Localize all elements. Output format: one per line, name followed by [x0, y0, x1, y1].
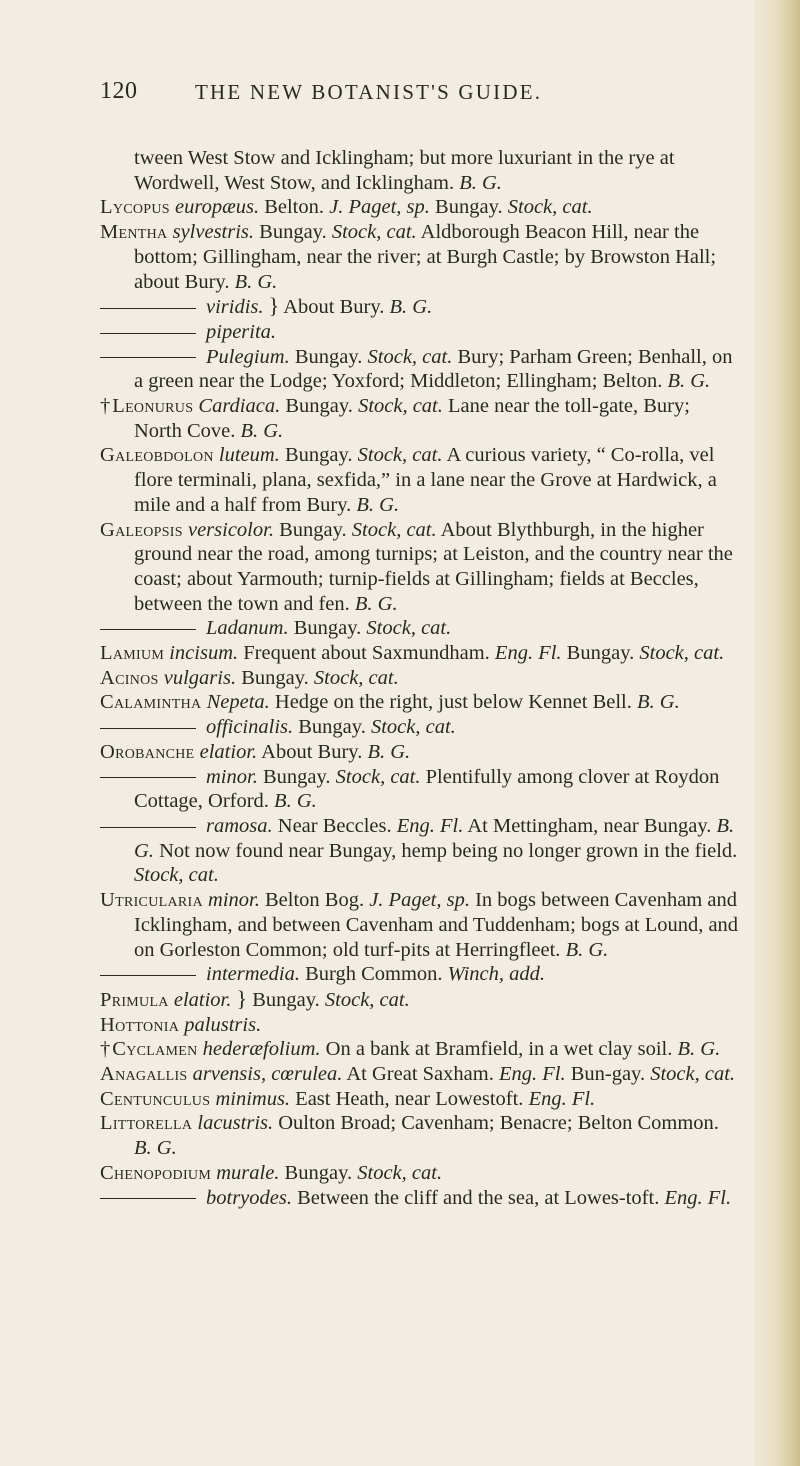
entry-mentha-viridis: viridis. } About Bury. B. G.	[100, 294, 740, 320]
entry-anagallis: Anagallis arvensis, cœrulea. At Great Saxham. Eng. Fl. Bun-gay. Stock, cat.	[100, 1063, 736, 1086]
entry-orobanche: Orobanche elatior. About Bury. B. G.	[100, 740, 411, 763]
entry-chenopodium: Chenopodium murale. Bungay. Stock, cat.	[100, 1161, 443, 1184]
entry-galeobdolon: Galeobdolon luteum. Bungay. Stock, cat. A curious variety, “ Co-rolla, vel flore terminali, plana, sexfida,” in a lane near the Grove at Hardwick, a mile and a half from Bury. B. G.	[100, 444, 717, 516]
entry-primula: Primula elatior. } Bungay. Stock, cat.	[100, 985, 410, 1011]
entry-chenopodium-botryodes: botryodes. Between the cliff and the sea, at Lowes-toft. Eng. Fl.	[100, 1186, 740, 1211]
entry-galeopsis-ladanum: Ladanum. Bungay. Stock, cat.	[100, 616, 740, 641]
entry-mentha-pulegium: Pulegium. Bungay. Stock, cat. Bury; Parham Green; Benhall, on a green near the Lodge; Yoxford; Middleton; Ellingham; Belton. B. G.	[100, 345, 740, 394]
running-head	[100, 78, 740, 120]
entry-continuation: tween West Stow and Icklingham; but more luxuriant in the rye at Wordwell, West Stow, and Icklingham. B. G.	[134, 147, 675, 194]
entry-galeopsis: Galeopsis versicolor. Bungay. Stock, cat. About Blythburgh, in the higher ground near the road, among turnips; at Leiston, and the country near the coast; about Yarmouth; turnip-fields at Gillingham; fields at Beccles, between the town and fen. B. G.	[100, 518, 733, 615]
entry-littorella: Littorella lacustris. Oulton Broad; Cavenham; Benacre; Belton Common. B. G.	[100, 1112, 719, 1160]
page-number: 120	[100, 78, 138, 104]
ditto-rule	[100, 728, 196, 729]
ditto-rule	[100, 333, 196, 334]
body-text	[100, 146, 740, 1210]
entry-lycopus: Lycopus europæus. Belton. J. Paget, sp. Bungay. Stock, cat.	[100, 196, 593, 219]
entry-mentha-piperita: piperita.	[100, 320, 740, 345]
ditto-rule	[100, 827, 196, 828]
ditto-rule	[100, 777, 196, 778]
entry-utricularia: Utricularia minor. Belton Bog. J. Paget, sp. In bogs between Cavenham and Icklingham, and between Cavenham and Tuddenham; bogs at Lound, and on Gorleston Common; old turf-pits at Herringfleet. B. G.	[100, 889, 739, 961]
entry-lamium: Lamium incisum. Frequent about Saxmundham. Eng. Fl. Bungay. Stock, cat.	[100, 642, 725, 665]
entry-acinos: Acinos vulgaris. Bungay. Stock, cat.	[100, 666, 399, 689]
entry-hottonia: Hottonia palustris.	[100, 1013, 262, 1036]
entry-mentha: Mentha sylvestris. Bungay. Stock, cat. Aldborough Beacon Hill, near the bottom; Gillingham, near the river; at Burgh Castle; by Browston Hall; about Bury. B. G.	[100, 221, 717, 293]
ditto-rule	[100, 308, 196, 309]
ditto-rule	[100, 357, 196, 358]
entry-leonurus: †Leonurus Cardiaca. Bungay. Stock, cat. Lane near the toll-gate, Bury; North Cove. B. G.	[100, 395, 690, 442]
book-page	[100, 78, 740, 1210]
entry-orobanche-ramosa: ramosa. Near Beccles. Eng. Fl. At Mettingham, near Bungay. B. G. Not now found near Bungay, hemp being no longer grown in the field. Stock, cat.	[100, 814, 740, 888]
entry-calamintha: Calamintha Nepeta. Hedge on the right, just below Kennet Bell. B. G.	[100, 691, 680, 714]
running-title: THE NEW BOTANIST'S GUIDE.	[195, 80, 543, 104]
entry-orobanche-minor: minor. Bungay. Stock, cat. Plentifully among clover at Roydon Cottage, Orford. B. G.	[100, 765, 740, 814]
page-edge	[754, 0, 800, 1466]
ditto-rule	[100, 629, 196, 630]
entry-calamintha-officinalis: officinalis. Bungay. Stock, cat.	[100, 715, 740, 740]
entry-centunculus: Centunculus minimus. East Heath, near Lowestoft. Eng. Fl.	[100, 1087, 596, 1110]
entry-utricularia-intermedia: intermedia. Burgh Common. Winch, add.	[100, 962, 740, 987]
entry-cyclamen: †Cyclamen hederæfolium. On a bank at Bramfield, in a wet clay soil. B. G.	[100, 1038, 721, 1061]
ditto-rule	[100, 1198, 196, 1199]
ditto-rule	[100, 975, 196, 976]
